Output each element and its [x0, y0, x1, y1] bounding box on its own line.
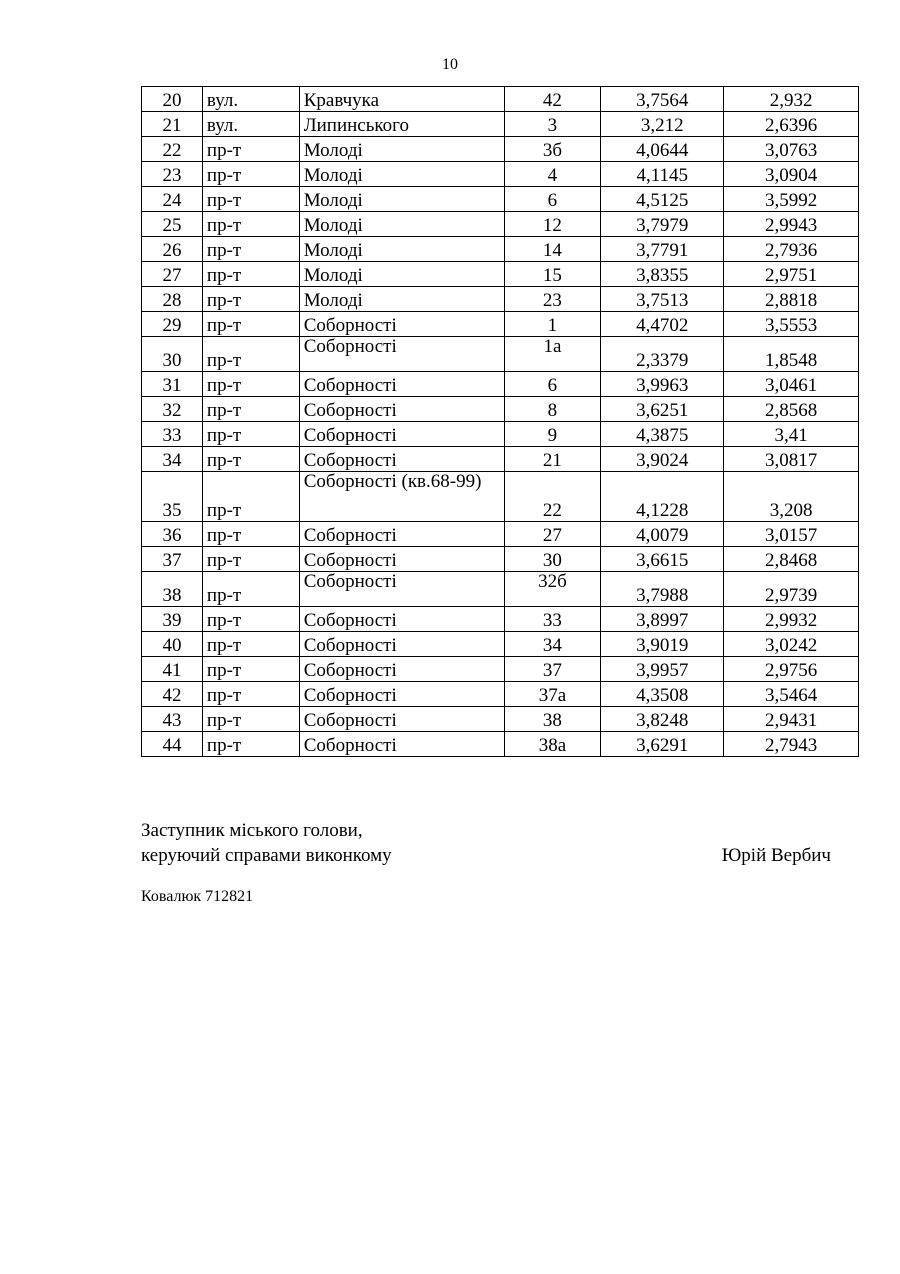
street-name-cell: Соборності [299, 632, 504, 657]
table-row [142, 522, 859, 547]
table-row [142, 422, 859, 447]
street-type-cell: пр-т [202, 607, 299, 632]
street-type-cell: пр-т [202, 372, 299, 397]
house-number-cell: 23 [504, 287, 601, 312]
table-row [142, 732, 859, 757]
value-1-cell: 4,1228 [601, 472, 724, 522]
value-2-cell: 2,8568 [724, 397, 859, 422]
row-number-cell: 33 [142, 422, 203, 447]
table-row [142, 657, 859, 682]
row-number-cell: 23 [142, 162, 203, 187]
table-row [142, 162, 859, 187]
row-number-cell: 28 [142, 287, 203, 312]
value-1-cell: 4,1145 [601, 162, 724, 187]
value-2-cell: 3,5553 [724, 312, 859, 337]
house-number-cell: 37а [504, 682, 601, 707]
value-2-cell: 2,9431 [724, 707, 859, 732]
value-2-cell: 2,9932 [724, 607, 859, 632]
table-row [142, 707, 859, 732]
value-1-cell: 4,3508 [601, 682, 724, 707]
street-type-cell: пр-т [202, 162, 299, 187]
value-1-cell: 3,9019 [601, 632, 724, 657]
table-row [142, 187, 859, 212]
street-name-cell: Молоді [299, 187, 504, 212]
street-name-cell: Молоді [299, 287, 504, 312]
table-row [142, 397, 859, 422]
value-1-cell: 4,0079 [601, 522, 724, 547]
street-type-cell: пр-т [202, 547, 299, 572]
value-2-cell: 2,932 [724, 87, 859, 112]
value-2-cell: 3,41 [724, 422, 859, 447]
row-number-cell: 31 [142, 372, 203, 397]
street-name-cell: Соборності [299, 707, 504, 732]
house-number-cell: 38а [504, 732, 601, 757]
signature-title-line2: керуючий справами виконкому [141, 845, 392, 866]
value-2-cell: 3,0904 [724, 162, 859, 187]
house-number-cell: 30 [504, 547, 601, 572]
value-2-cell: 3,0817 [724, 447, 859, 472]
table-body [142, 87, 859, 757]
value-2-cell: 3,208 [724, 472, 859, 522]
value-1-cell: 3,8997 [601, 607, 724, 632]
value-2-cell: 2,8468 [724, 547, 859, 572]
street-name-cell: Молоді [299, 237, 504, 262]
street-name-cell: Соборності [299, 732, 504, 757]
street-type-cell: вул. [202, 112, 299, 137]
street-name-cell: Соборності [299, 397, 504, 422]
row-number-cell: 43 [142, 707, 203, 732]
street-name-cell: Соборності [299, 547, 504, 572]
street-type-cell: пр-т [202, 657, 299, 682]
street-type-cell: пр-т [202, 137, 299, 162]
value-1-cell: 3,7513 [601, 287, 724, 312]
table-row [142, 212, 859, 237]
value-1-cell: 4,5125 [601, 187, 724, 212]
house-number-cell: 27 [504, 522, 601, 547]
value-2-cell: 2,8818 [724, 287, 859, 312]
house-number-cell: 34 [504, 632, 601, 657]
street-type-cell: пр-т [202, 187, 299, 212]
signature-title-line1: Заступник міського голови, [141, 820, 363, 841]
value-2-cell: 2,9943 [724, 212, 859, 237]
street-name-cell: Соборності [299, 572, 504, 607]
value-1-cell: 3,9024 [601, 447, 724, 472]
value-1-cell: 3,9963 [601, 372, 724, 397]
value-2-cell: 3,0157 [724, 522, 859, 547]
table-row [142, 87, 859, 112]
signature-block [141, 818, 831, 868]
street-type-cell: пр-т [202, 472, 299, 522]
house-number-cell: 3б [504, 137, 601, 162]
table-row [142, 472, 859, 522]
value-1-cell: 3,7988 [601, 572, 724, 607]
address-table [141, 86, 859, 757]
value-1-cell: 3,7564 [601, 87, 724, 112]
row-number-cell: 34 [142, 447, 203, 472]
signatory-name: Юрій Вербич [721, 845, 831, 866]
street-type-cell: пр-т [202, 632, 299, 657]
table-row [142, 607, 859, 632]
table-row [142, 337, 859, 372]
street-type-cell: пр-т [202, 212, 299, 237]
house-number-cell: 4 [504, 162, 601, 187]
street-name-cell: Соборності [299, 337, 504, 372]
row-number-cell: 38 [142, 572, 203, 607]
value-1-cell: 3,6251 [601, 397, 724, 422]
street-type-cell: пр-т [202, 422, 299, 447]
row-number-cell: 35 [142, 472, 203, 522]
value-1-cell: 4,0644 [601, 137, 724, 162]
street-name-cell: Липинського [299, 112, 504, 137]
street-name-cell: Соборності [299, 447, 504, 472]
street-name-cell: Молоді [299, 262, 504, 287]
table-row [142, 262, 859, 287]
row-number-cell: 37 [142, 547, 203, 572]
value-1-cell: 3,212 [601, 112, 724, 137]
street-type-cell: пр-т [202, 337, 299, 372]
value-1-cell: 2,3379 [601, 337, 724, 372]
row-number-cell: 20 [142, 87, 203, 112]
value-1-cell: 3,9957 [601, 657, 724, 682]
value-2-cell: 2,7943 [724, 732, 859, 757]
house-number-cell: 38 [504, 707, 601, 732]
street-name-cell: Соборності [299, 312, 504, 337]
street-type-cell: вул. [202, 87, 299, 112]
value-1-cell: 3,7979 [601, 212, 724, 237]
house-number-cell: 3 [504, 112, 601, 137]
row-number-cell: 30 [142, 337, 203, 372]
table-row [142, 682, 859, 707]
row-number-cell: 42 [142, 682, 203, 707]
value-2-cell: 1,8548 [724, 337, 859, 372]
row-number-cell: 29 [142, 312, 203, 337]
house-number-cell: 33 [504, 607, 601, 632]
row-number-cell: 32 [142, 397, 203, 422]
table-row [142, 372, 859, 397]
row-number-cell: 44 [142, 732, 203, 757]
house-number-cell: 1 [504, 312, 601, 337]
street-type-cell: пр-т [202, 682, 299, 707]
house-number-cell: 1а [504, 337, 601, 372]
row-number-cell: 25 [142, 212, 203, 237]
value-2-cell: 2,9756 [724, 657, 859, 682]
value-1-cell: 3,8355 [601, 262, 724, 287]
street-type-cell: пр-т [202, 397, 299, 422]
street-name-cell: Соборності [299, 607, 504, 632]
street-name-cell: Соборності [299, 372, 504, 397]
street-type-cell: пр-т [202, 447, 299, 472]
value-2-cell: 3,0763 [724, 137, 859, 162]
value-2-cell: 3,0242 [724, 632, 859, 657]
street-name-cell: Соборності [299, 682, 504, 707]
house-number-cell: 9 [504, 422, 601, 447]
house-number-cell: 37 [504, 657, 601, 682]
value-1-cell: 4,3875 [601, 422, 724, 447]
street-name-cell: Соборності [299, 657, 504, 682]
street-type-cell: пр-т [202, 262, 299, 287]
value-2-cell: 2,7936 [724, 237, 859, 262]
house-number-cell: 12 [504, 212, 601, 237]
street-type-cell: пр-т [202, 522, 299, 547]
table-row [142, 112, 859, 137]
house-number-cell: 42 [504, 87, 601, 112]
row-number-cell: 22 [142, 137, 203, 162]
row-number-cell: 36 [142, 522, 203, 547]
value-2-cell: 3,0461 [724, 372, 859, 397]
house-number-cell: 32б [504, 572, 601, 607]
house-number-cell: 8 [504, 397, 601, 422]
street-type-cell: пр-т [202, 287, 299, 312]
table-row [142, 312, 859, 337]
value-1-cell: 3,6615 [601, 547, 724, 572]
table-row [142, 632, 859, 657]
table-row [142, 287, 859, 312]
row-number-cell: 41 [142, 657, 203, 682]
table-row [142, 547, 859, 572]
house-number-cell: 14 [504, 237, 601, 262]
value-1-cell: 3,7791 [601, 237, 724, 262]
executor-note: Ковалюк 712821 [141, 888, 254, 905]
table-row [142, 572, 859, 607]
street-name-cell: Соборності [299, 522, 504, 547]
house-number-cell: 21 [504, 447, 601, 472]
house-number-cell: 15 [504, 262, 601, 287]
street-name-cell: Соборності [299, 422, 504, 447]
value-2-cell: 3,5992 [724, 187, 859, 212]
table-row [142, 447, 859, 472]
street-name-cell: Молоді [299, 162, 504, 187]
row-number-cell: 27 [142, 262, 203, 287]
row-number-cell: 21 [142, 112, 203, 137]
table-row [142, 137, 859, 162]
value-1-cell: 3,6291 [601, 732, 724, 757]
value-2-cell: 2,9751 [724, 262, 859, 287]
street-type-cell: пр-т [202, 572, 299, 607]
house-number-cell: 6 [504, 187, 601, 212]
value-2-cell: 2,6396 [724, 112, 859, 137]
value-1-cell: 4,4702 [601, 312, 724, 337]
street-name-cell: Кравчука [299, 87, 504, 112]
house-number-cell: 6 [504, 372, 601, 397]
street-type-cell: пр-т [202, 312, 299, 337]
street-name-cell: Соборності (кв.68-99) [299, 472, 504, 522]
street-name-cell: Молоді [299, 212, 504, 237]
row-number-cell: 24 [142, 187, 203, 212]
row-number-cell: 26 [142, 237, 203, 262]
street-type-cell: пр-т [202, 237, 299, 262]
row-number-cell: 39 [142, 607, 203, 632]
table-row [142, 237, 859, 262]
row-number-cell: 40 [142, 632, 203, 657]
street-type-cell: пр-т [202, 732, 299, 757]
street-name-cell: Молоді [299, 137, 504, 162]
page-number: 10 [442, 56, 458, 73]
house-number-cell: 22 [504, 472, 601, 522]
street-type-cell: пр-т [202, 707, 299, 732]
value-1-cell: 3,8248 [601, 707, 724, 732]
value-2-cell: 3,5464 [724, 682, 859, 707]
value-2-cell: 2,9739 [724, 572, 859, 607]
